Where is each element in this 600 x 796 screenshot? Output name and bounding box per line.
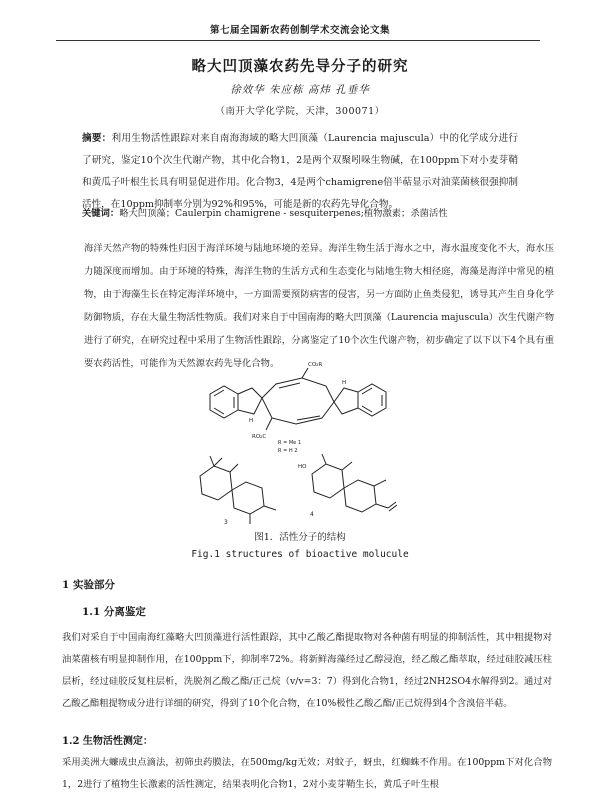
section-1-1-heading: 1.1 分离鉴定: [82, 606, 146, 618]
ho-label: HO: [298, 464, 307, 470]
abstract: [82, 128, 518, 216]
caulerpin-structure: [210, 368, 386, 430]
keywords-text: 略大凹顶藻；Caulerpin chamigrene - sesquiterpenes;植物激素；杀菌活性: [119, 208, 448, 219]
structures-figure: [180, 356, 420, 526]
intro-paragraph: 海洋天然产物的特殊性归因于海洋环境与陆地环境的差异。海洋生物生活于海水之中，海水温度变化不大，海水压力随深度而增加。由于环境的特殊，海洋生物的生活方式和生态变化与陆地生物大相径庭，海藻是海洋中常见的植物，由于海藻生长在特定海洋环境中，一方面需要预防病害的侵害，另一方面防止鱼类侵犯，诱导其产生自身化学防御物质，存在大量生物活性物质。我们对来自于中国南海的略大凹顶藻（Laurencia majuscula）次生代谢产物进行了研究，在研究过程中采用了生物活性跟踪，分离鉴定了10个次生代谢产物，初步确定了以下以下4个具有重要农药活性，可能作为天然源农药先导化合物。: [84, 243, 554, 369]
figure-caption-english: Fig.1 structures of bioactive molucule: [191, 549, 409, 560]
section-1-heading: 1 实验部分: [62, 579, 115, 591]
r-hydrogen-label: R = H 2: [278, 448, 298, 454]
cyclooctatetraene-ring: [262, 378, 334, 424]
introduction: [84, 237, 554, 375]
co2r-bottom-label: RO₂C: [252, 434, 267, 440]
chamigrene-4-structure: [312, 454, 397, 512]
section-1-2-body: [62, 752, 552, 796]
section-1-1-paragraph: 我们对采自于中国南海红藻略大凹顶藻进行活性跟踪，其中乙酸乙酯提取物对各种菌有明显的抑制活性，其中粗提物对油菜菌核有明显抑制作用，在100ppm下，抑制率72%。将新鲜海藻经过乙醇浸泡，经乙酸乙酯萃取，经过硅胶减压柱层析，经过硅胶反复柱层析，洗脱剂乙酸乙酯/正己烷（v/v=3：7）得到化合物1，经过2NH2SO4水解得到2。通过对乙酸乙酯粗提物成分进行详细的研究，得到了10个化合物，在10%极性乙酸乙酯/正己烷得到4个含溴倍半萜。: [62, 632, 552, 709]
author-list: 徐效华 朱应栋 高炜 孔垂华: [230, 84, 370, 96]
nh-left-label: H: [249, 418, 254, 424]
keywords-label: 关键词：: [82, 208, 120, 219]
figure-caption-chinese: 图1．活性分子的结构: [254, 532, 346, 543]
right-pyrrole-ring: [334, 388, 358, 414]
running-head: 第七届全国新农药创制学术交流会论文集: [209, 25, 390, 36]
cmpd3-ring-a: [200, 466, 232, 500]
cmpd3-ring-b: [232, 482, 264, 514]
affiliation: （南开大学化学院，天津，300071）: [215, 106, 385, 117]
compound-4-number: 4: [310, 511, 314, 518]
keywords: [82, 207, 552, 221]
r-methyl-label: R = Me 1: [278, 440, 302, 446]
cmpd4-ring-b: [344, 480, 376, 512]
abstract-label: 摘要：: [82, 133, 112, 144]
section-1-2-paragraph: 采用美洲大蠊成虫点滴法，初筛虫药膜法，在500mg/kg无效；对蚊子，蚜虫，红蜘蛛不作用。在100ppm下对化合物1，2进行了植物生长激素的活性测定，结果表明化合物1，2对小麦芽鞘生长，黄瓜子叶生根: [62, 757, 552, 790]
header-rule: [56, 40, 540, 41]
section-1-1-body: [62, 627, 552, 715]
section-1-2-heading: 1.2 生物活性测定：: [62, 736, 153, 747]
left-pyrrole-ring: [238, 388, 262, 414]
chamigrene-3-structure: [200, 456, 276, 524]
compound-3-number: 3: [224, 519, 228, 526]
co2r-top-label: CO₂R: [308, 362, 323, 368]
nh-right-label: H: [342, 380, 347, 386]
cmpd4-ring-a: [312, 464, 344, 498]
paper-title: 略大凹顶藻农药先导分子的研究: [191, 58, 409, 75]
abstract-text: 利用生物活性跟踪对来自南海海域的略大凹顶藻（Laurencia majuscula）中的化学成分进行了研究，鉴定10个次生代谢产物，其中化合物1，2是两个双聚吲哚生物碱，在100ppm下对小麦芽鞘和黄瓜子叶根生长具有明显促进作用。化合物3，4是两个chamigrene倍半萜显示对油菜菌核很强抑制活性，在10ppm抑制率分别为92%和95%，可能是新的农药先导化合物。: [82, 133, 519, 210]
